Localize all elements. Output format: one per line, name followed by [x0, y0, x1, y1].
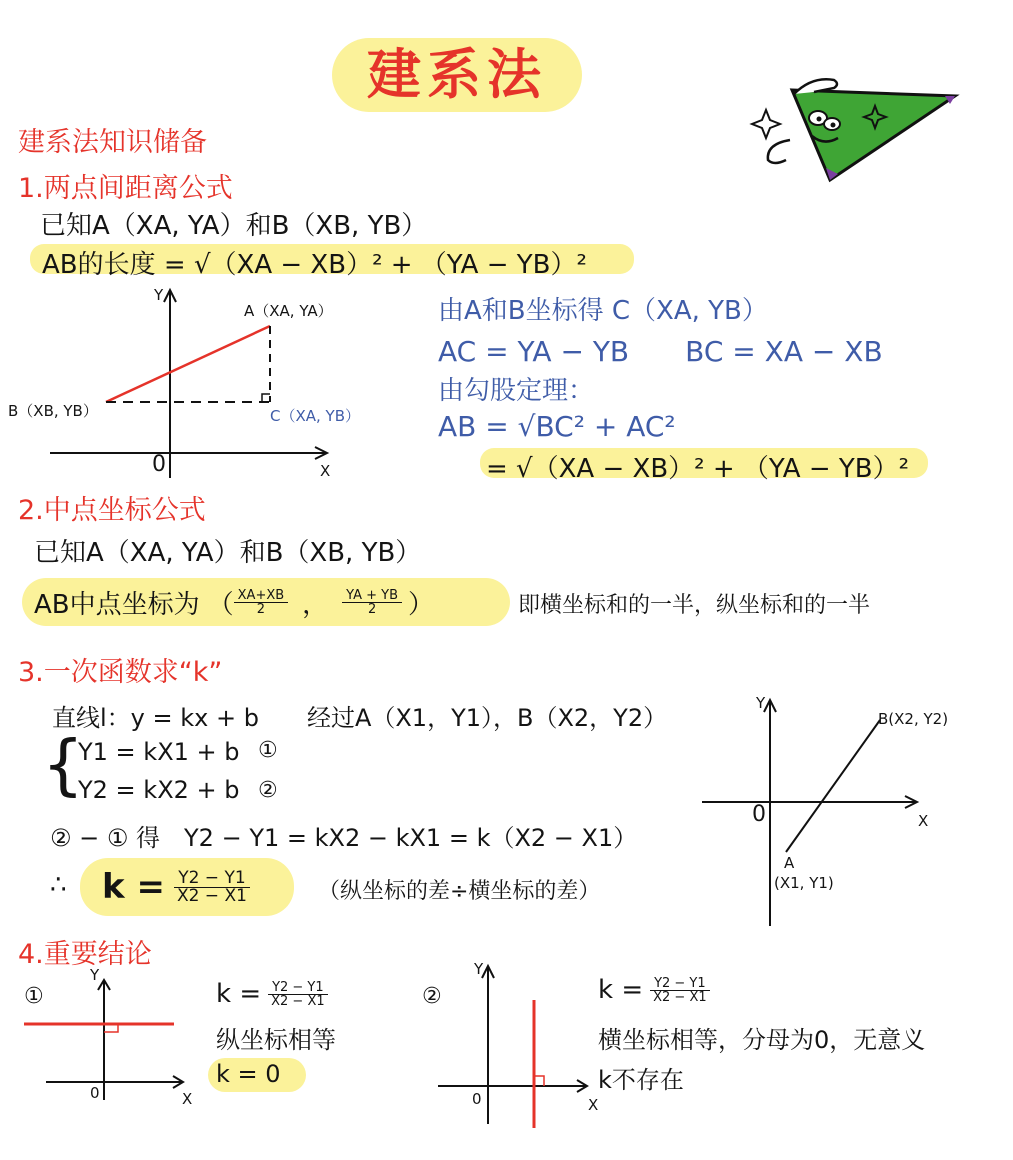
prep-heading: 建系法知识储备 — [18, 127, 207, 158]
derivation-step-1: 由A和B坐标得 C（XA, YB） — [438, 296, 768, 326]
system-brace: { — [42, 726, 84, 803]
derivation-step-2: AC = YA − YB BC = XA − XB — [438, 335, 883, 368]
section-1-given: 已知A（XA, YA）和B（XB, YB） — [40, 211, 428, 241]
equation-1: Y1 = kX1 + b — [78, 738, 240, 766]
graph1-point-b: B（XB, YB） — [8, 402, 98, 420]
midpoint-note: 即横坐标和的一半，纵坐标和的一半 — [518, 593, 871, 618]
equation-2: Y2 = kX2 + b — [78, 776, 240, 804]
graph2-point-b: B(X2, Y2) — [878, 710, 949, 728]
conclusion-1-result: k = 0 — [216, 1060, 281, 1088]
conclusion-2-k-formula: k = $\frac{Y2 - Y1}{X2 - X1}$ — [598, 970, 711, 1010]
conclusion-1-text: 纵坐标相等 — [216, 1026, 336, 1054]
conclusion-1-k-formula: k = $\frac{Y2 - Y1}{X2 - X1}$ — [216, 974, 329, 1014]
equation-2-number: ② — [258, 778, 278, 803]
graph1-origin: 0 — [152, 452, 166, 477]
page-title: 建系法 — [367, 43, 547, 106]
conclusion-1-origin: 0 — [90, 1084, 100, 1102]
midpoint-formula: AB中点坐标为 （ $\frac{XA+XB}{2}$ ， $\frac{YA + YB}{2}$ ） — [34, 580, 434, 624]
graph2-origin: 0 — [752, 802, 766, 827]
k-formula: k = $\frac{Y2 - Y1}{X2 - X1}$ — [102, 860, 251, 914]
conclusion-1-y-label: Y — [90, 966, 100, 984]
graph2-x-label: X — [918, 812, 929, 830]
graph2-y-label: Y — [756, 694, 766, 712]
derivation-step-5: = √（XA − XB）² + （YA − YB）² — [486, 454, 910, 484]
section-4-heading: 4.重要结论 — [18, 939, 152, 970]
conclusion-2-origin: 0 — [472, 1090, 482, 1108]
conclusion-2-result: k不存在 — [598, 1066, 684, 1094]
conclusion-2-y-label: Y — [474, 960, 484, 978]
derivation-step-3: 由勾股定理： — [438, 376, 595, 406]
conclusion-1-x-label: X — [182, 1090, 193, 1108]
section-2-given: 已知A（XA, YA）和B（XB, YB） — [34, 538, 422, 568]
graph1-point-a: A（XA, YA） — [244, 302, 333, 320]
subtraction-step: ② − ① 得 Y2 − Y1 = kX2 − kX1 = k（X2 − X1） — [50, 824, 638, 852]
midpoint-y-fraction: $\frac{YA + YB}{2}$ — [342, 589, 402, 616]
distance-formula: AB的长度 = √（XA − XB）² + （YA − YB）² — [42, 250, 587, 280]
graph1-x-label: X — [320, 462, 331, 480]
graph2-point-a-coord: (X1, Y1) — [774, 874, 834, 892]
graph1-y-label: Y — [154, 286, 164, 304]
graph2-point-a: A — [784, 854, 795, 872]
equation-1-number: ① — [258, 738, 278, 763]
midpoint-x-fraction: $\frac{XA+XB}{2}$ — [234, 589, 289, 616]
conclusion-1-number: ① — [24, 984, 44, 1009]
conclusion-2-text: 横坐标相等，分母为0，无意义 — [598, 1026, 926, 1054]
section-3-heading: 3.一次函数求“k” — [18, 657, 223, 688]
section-2-heading: 2.中点坐标公式 — [18, 495, 206, 526]
midpoint-label: AB中点坐标为 — [34, 589, 200, 620]
therefore-symbol: ∴ — [50, 870, 67, 900]
conclusion-2-x-label: X — [588, 1096, 599, 1114]
graph1-point-c: C（XA, YB） — [270, 407, 361, 425]
derivation-step-4: AB = √BC² + AC² — [438, 410, 676, 443]
line-equation: 直线l：y = kx + b 经过A（X1，Y1），B（X2，Y2） — [52, 704, 668, 732]
section-1-heading: 1.两点间距离公式 — [18, 173, 233, 204]
conclusion-2-number: ② — [422, 984, 442, 1009]
k-formula-note: （纵坐标的差÷横坐标的差） — [318, 879, 601, 904]
